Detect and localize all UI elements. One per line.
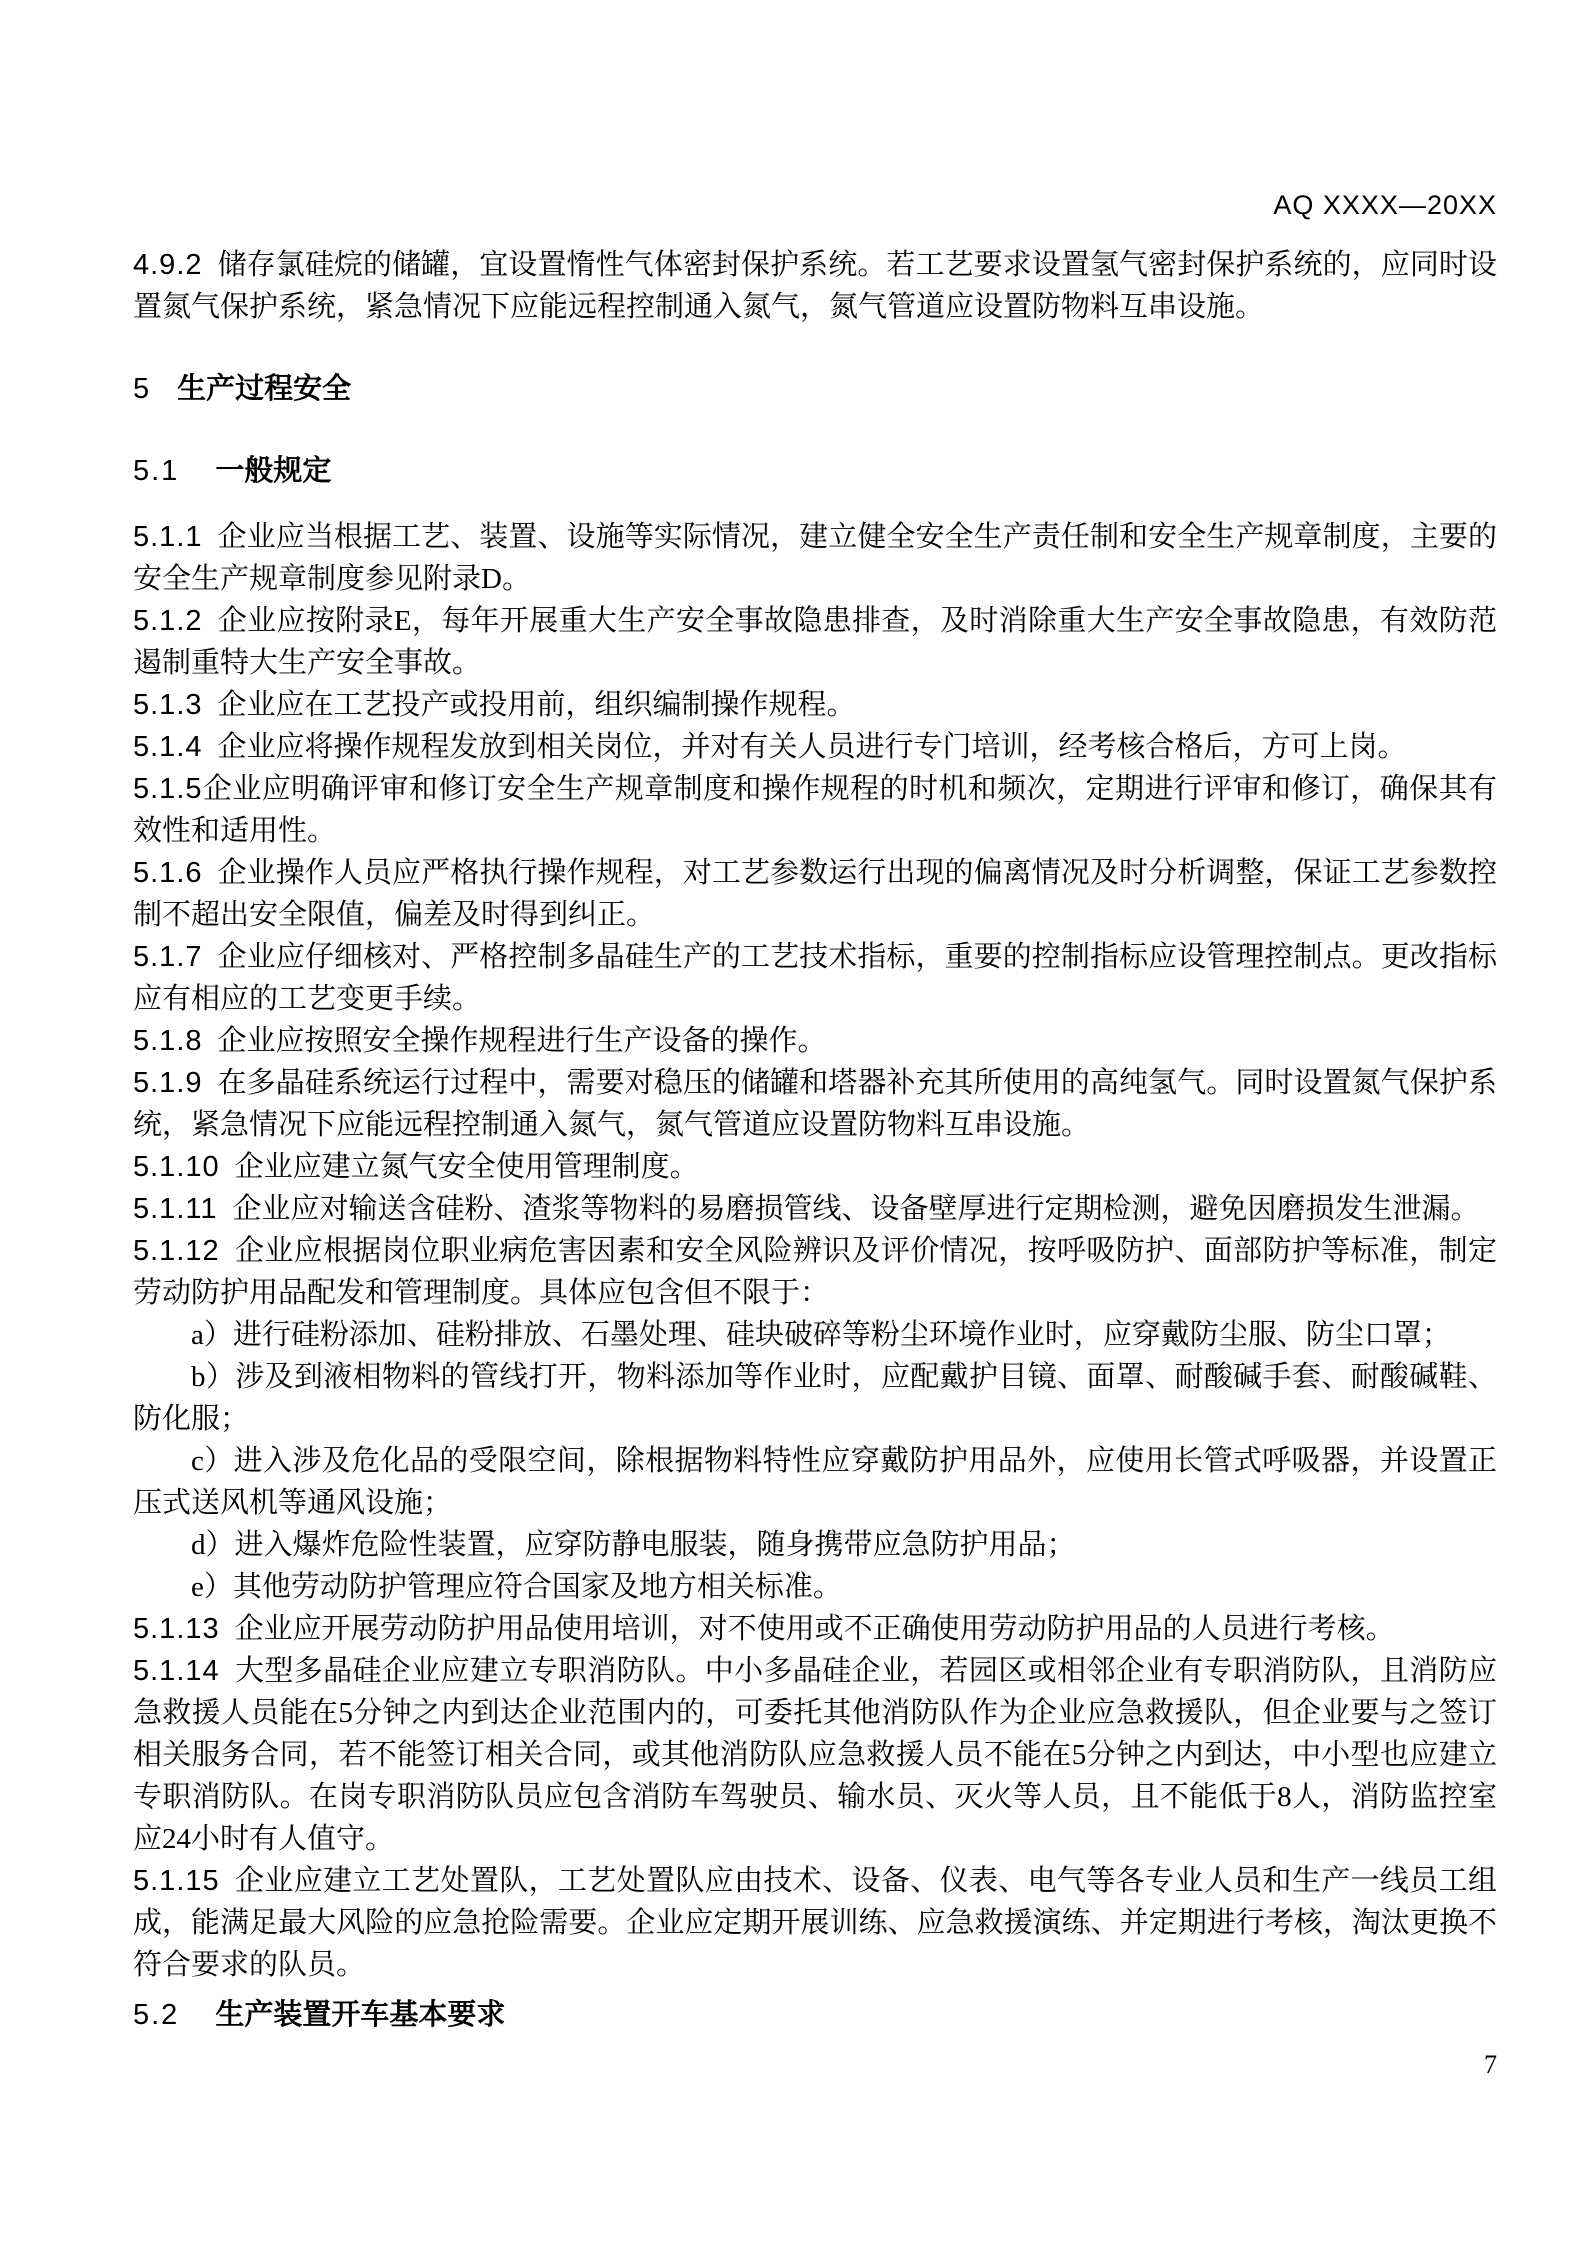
clause-number: 5.1.5	[133, 773, 203, 805]
clause-number: 4.9.2	[133, 249, 203, 281]
section-heading-5.1	[133, 450, 1497, 492]
clause-number: 5.1.9	[133, 1067, 203, 1099]
clause-5.1.6: 5.1.6 企业操作人员应严格执行操作规程，对工艺参数运行出现的偏离情况及时分析调整，保证工艺参数控制不超出安全限值，偏差及时得到纠正。	[133, 857, 1497, 931]
clause-5.1.5: 5.1.5企业应明确评审和修订安全生产规章制度和操作规程的时机和频次，定期进行评审和修订，确保其有效性和适用性。	[133, 773, 1497, 847]
heading-number: 5.2	[133, 1999, 180, 2031]
clause-number: 5.1.8	[133, 1025, 203, 1057]
clause-number: 5.1.15	[133, 1865, 220, 1897]
heading-number: 5	[133, 373, 152, 405]
heading-text: 生产过程安全	[177, 373, 352, 405]
clause-number: 5.1.2	[133, 605, 203, 637]
heading-text: 生产装置开车基本要求	[215, 1999, 506, 2031]
section-heading-5.2	[133, 1994, 1497, 2036]
section-heading-5	[133, 368, 1497, 410]
page-number: 7	[1484, 2050, 1497, 2079]
clause-5.1.15: 5.1.15 企业应建立工艺处置队，工艺处置队应由技术、设备、仪表、电气等各专业人员和生产一线员工组成，能满足最大风险的应急抢险需要。企业应定期开展训练、应急救援演练、并定期进行考核，淘汰更换不符合要求的队员。	[133, 1865, 1497, 1981]
list-item-a: a）进行硅粉添加、硅粉排放、石墨处理、硅块破碎等粉尘环境作业时，应穿戴防尘服、防尘口罩；	[191, 1319, 1451, 1351]
list-item-e: e）其他劳动防护管理应符合国家及地方相关标准。	[191, 1571, 842, 1603]
clause-5.1.9: 5.1.9 在多晶硅系统运行过程中，需要对稳压的储罐和塔器补充其所使用的高纯氢气。同时设置氮气保护系统，紧急情况下应能远程控制通入氮气，氮气管道应设置防物料互串设施。	[133, 1067, 1497, 1141]
clause-5.1.11: 5.1.11 企业应对输送含硅粉、渣浆等物料的易磨损管线、设备壁厚进行定期检测，避免因磨损发生泄漏。	[133, 1193, 1480, 1225]
clause-5.1.1: 5.1.1 企业应当根据工艺、装置、设施等实际情况，建立健全安全生产责任制和安全生产规章制度，主要的安全生产规章制度参见附录D。	[133, 521, 1497, 595]
clause-number: 5.1.12	[133, 1235, 220, 1267]
clause-5.1.12: 5.1.12 企业应根据岗位职业病危害因素和安全风险辨识及评价情况，按呼吸防护、面部防护等标准，制定劳动防护用品配发和管理制度。具体应包含但不限于：	[133, 1235, 1497, 1309]
clause-4.9.2: 4.9.2 储存氯硅烷的储罐，宜设置惰性气体密封保护系统。若工艺要求设置氢气密封保护系统的，应同时设置氮气保护系统，紧急情况下应能远程控制通入氮气，氮气管道应设置防物料互串设施。	[133, 249, 1497, 323]
clause-5.1.3: 5.1.3 企业应在工艺投产或投用前，组织编制操作规程。	[133, 689, 856, 721]
list-item-d: d）进入爆炸危险性装置，应穿防静电服装，随身携带应急防护用品；	[191, 1529, 1076, 1561]
clause-5.1.7: 5.1.7 企业应仔细核对、严格控制多晶硅生产的工艺技术指标，重要的控制指标应设管理控制点。更改指标应有相应的工艺变更手续。	[133, 941, 1497, 1015]
clause-5.1.2: 5.1.2 企业应按附录E，每年开展重大生产安全事故隐患排查，及时消除重大生产安全事故隐患，有效防范遏制重特大生产安全事故。	[133, 605, 1497, 679]
clause-number: 5.1.7	[133, 941, 203, 973]
clause-number: 5.1.11	[133, 1193, 218, 1225]
list-item-b: b）涉及到液相物料的管线打开，物料添加等作业时，应配戴护目镜、面罩、耐酸碱手套、耐酸碱鞋、防化服；	[133, 1361, 1497, 1435]
clause-number: 5.1.3	[133, 689, 203, 721]
clause-number: 5.1.13	[133, 1613, 220, 1645]
clause-number: 5.1.4	[133, 731, 203, 763]
doc-code-header: AQ XXXX—20XX	[1273, 190, 1497, 220]
clause-number: 5.1.6	[133, 857, 203, 889]
clause-number: 5.1.1	[133, 521, 203, 553]
clause-5.1.14: 5.1.14 大型多晶硅企业应建立专职消防队。中小多晶硅企业，若园区或相邻企业有专职消防队，且消防应急救援人员能在5分钟之内到达企业范围内的，可委托其他消防队作为企业应急救援队，但企业要与之签订相关服务合同，若不能签订相关合同，或其他消防队应急救援人员不能在5分钟之内到达，中小型也应建立专职消防队。在岗专职消防队员应包含消防车驾驶员、输水员、灭火等人员，且不能低于8人，消防监控室应24小时有人值守。	[133, 1655, 1497, 1855]
clause-5.1.4: 5.1.4 企业应将操作规程发放到相关岗位，并对有关人员进行专门培训，经考核合格后，方可上岗。	[133, 731, 1407, 763]
list-item-c: c）进入涉及危化品的受限空间，除根据物料特性应穿戴防护用品外，应使用长管式呼吸器，并设置正压式送风机等通风设施；	[133, 1445, 1497, 1519]
clause-number: 5.1.14	[133, 1655, 220, 1687]
clause-5.1.8: 5.1.8 企业应按照安全操作规程进行生产设备的操作。	[133, 1025, 827, 1057]
document-body	[133, 244, 1497, 2036]
heading-text: 一般规定	[215, 455, 332, 487]
text-block	[133, 0, 1497, 2082]
clause-5.1.13: 5.1.13 企业应开展劳动防护用品使用培训，对不使用或不正确使用劳动防护用品的人员进行考核。	[133, 1613, 1395, 1645]
clause-number: 5.1.10	[133, 1151, 220, 1183]
heading-number: 5.1	[133, 455, 180, 487]
clause-5.1.10: 5.1.10 企业应建立氮气安全使用管理制度。	[133, 1151, 699, 1183]
